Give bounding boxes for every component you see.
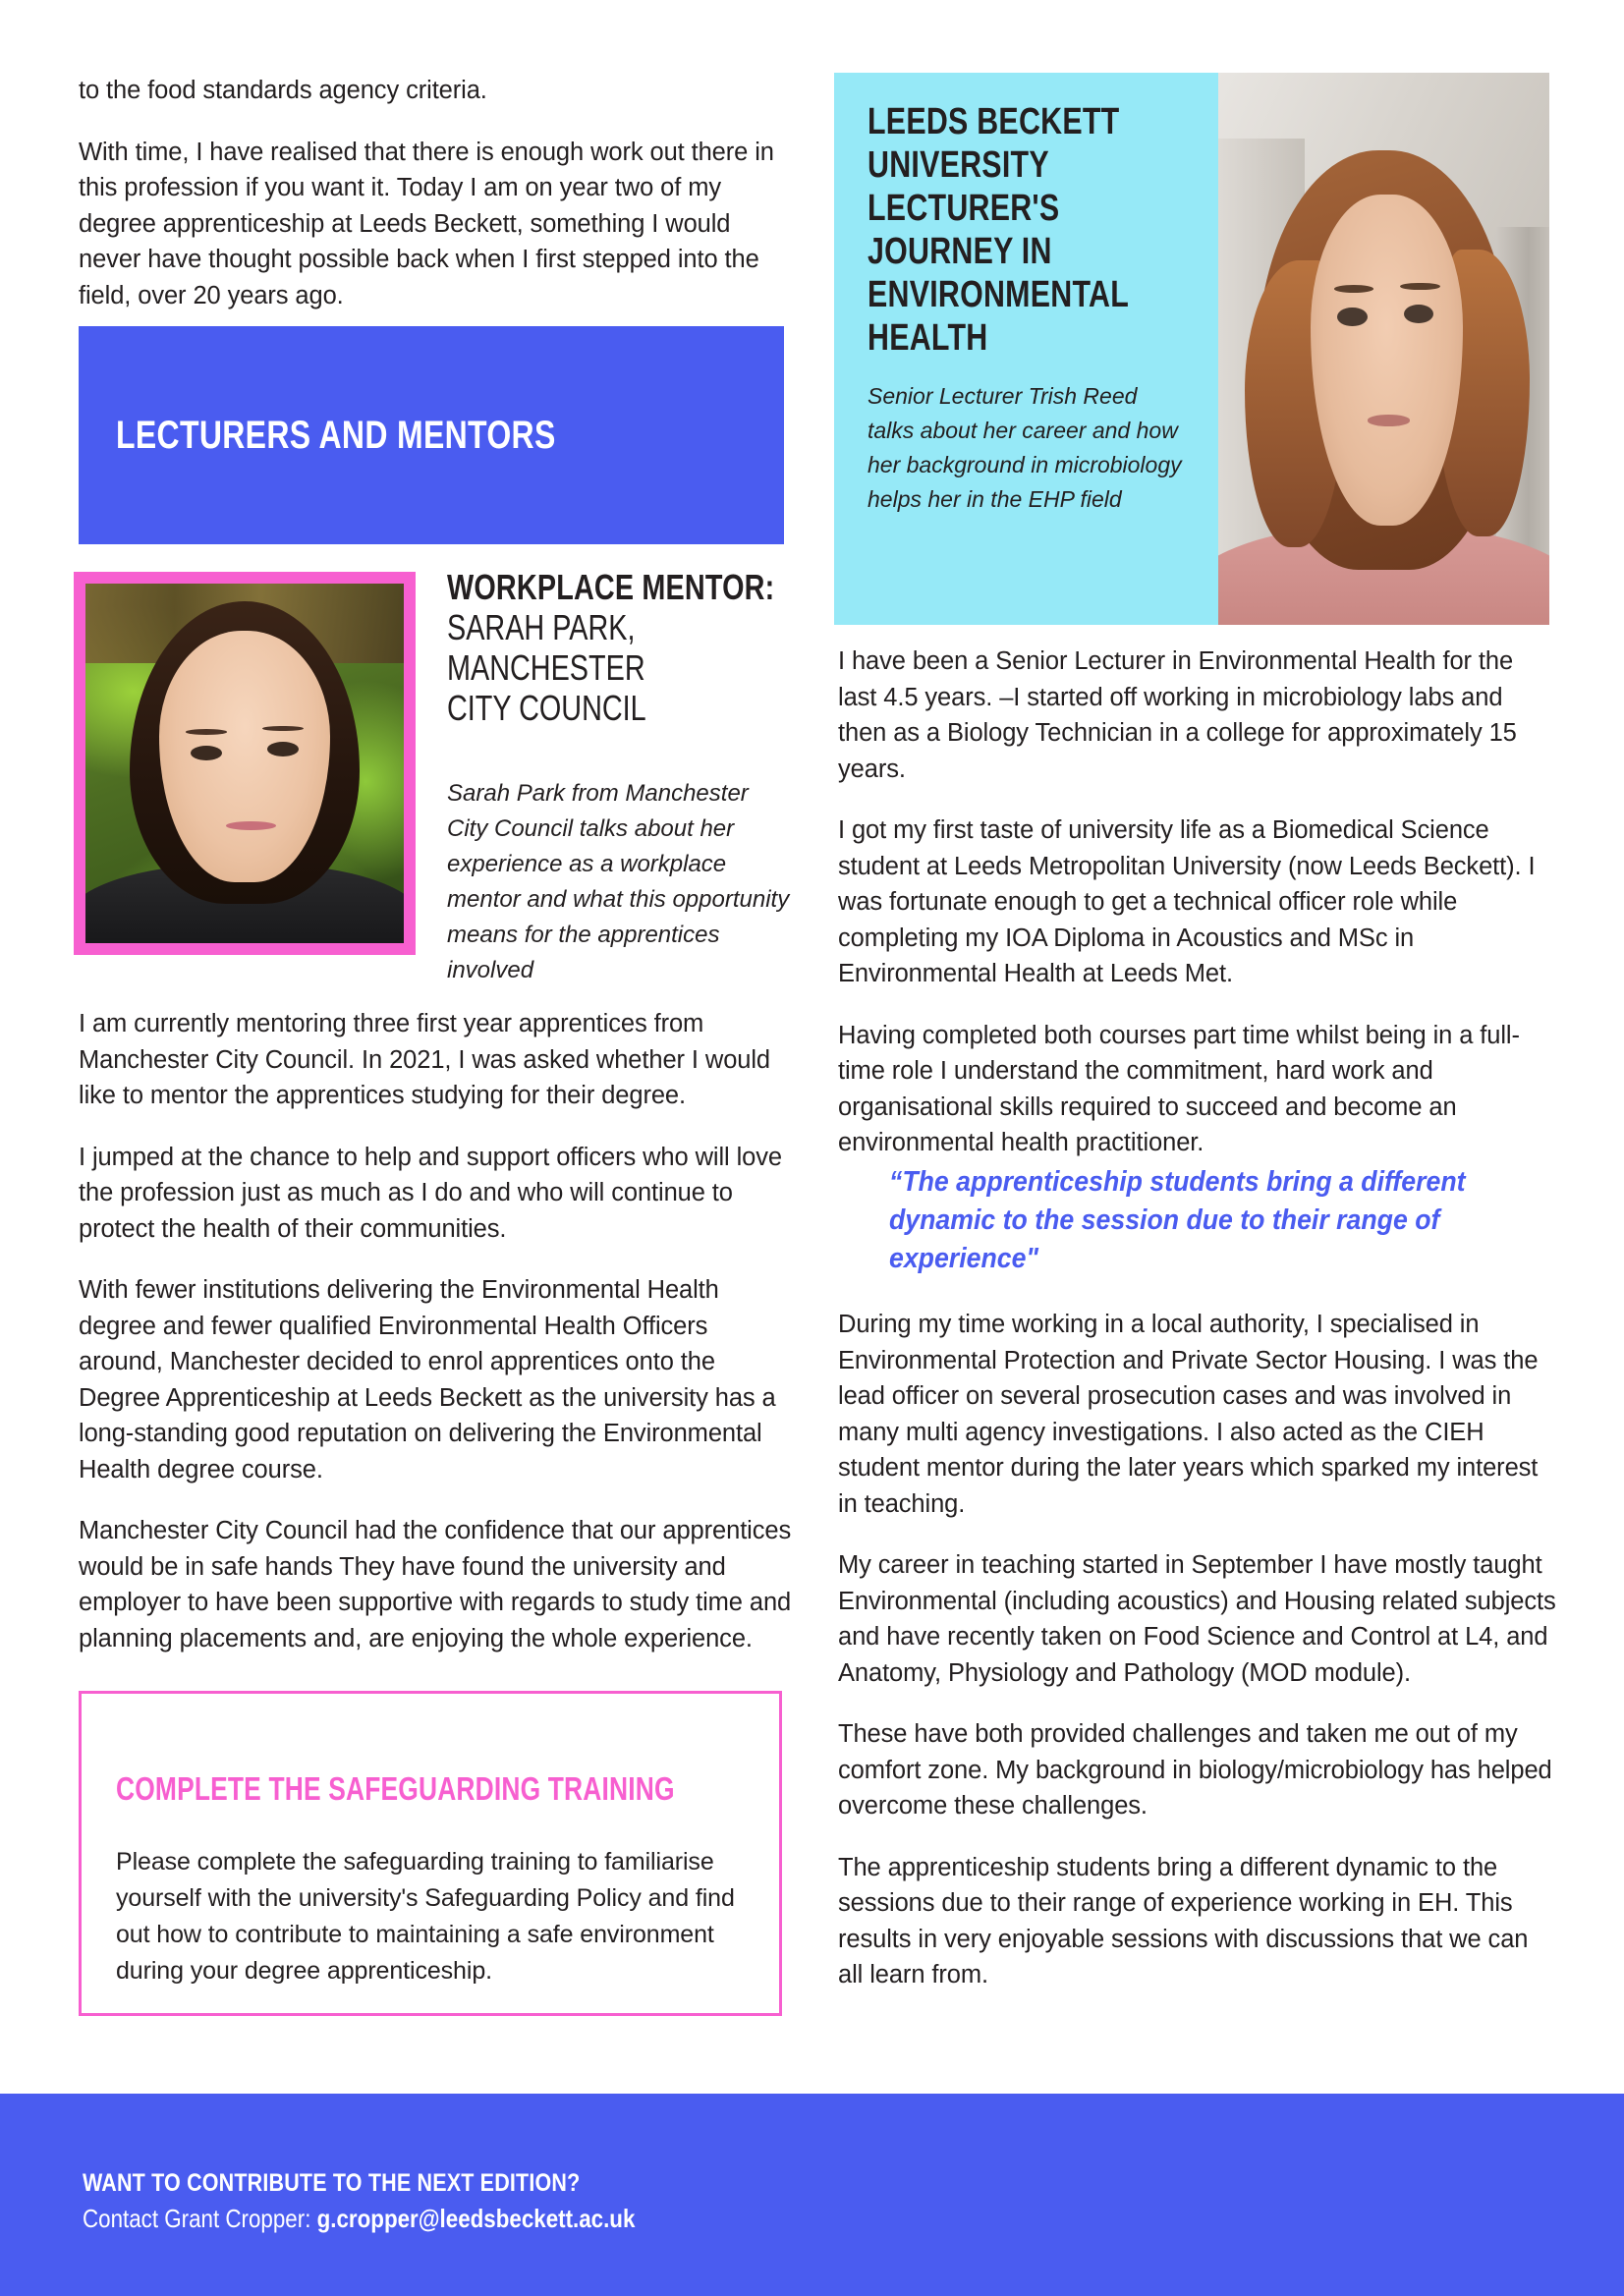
headline-line-3: LECTURER'S — [868, 188, 1060, 229]
left-intro-text — [79, 73, 786, 313]
lecturer-headline-panel — [834, 73, 1221, 625]
body-paragraph: I am currently mentoring three first year apprentices from Manchester City Council. In 2021, I was asked whether I would like to mentor the apprentices studying for their degree. — [79, 1010, 771, 1109]
eye-left — [1337, 308, 1367, 326]
body-paragraph: Manchester City Council had the confidence that our apprentices would be in safe hands They have found the university and employer to have been supportive with regards to study time and planning placements and, are enjoying the whole experience. — [79, 1517, 792, 1652]
intro-paragraph: With time, I have realised that there is enough work out there in this profession if you want it. Today I am on year two of my degree apprenticeship at Leeds Beckett, something I would never have thought possible back when I first stepped into the field, over 20 years ago. — [79, 138, 774, 309]
mentor-caption: Sarah Park from Manchester City Council talks about her experience as a workplace mentor and what this opportunity means for the apprentices involved — [447, 780, 790, 983]
footer-email-link[interactable]: g.cropper@leedsbeckett.ac.uk — [316, 2204, 636, 2233]
lecturer-headline — [868, 100, 1192, 360]
footer-heading: WANT TO CONTRIBUTE TO THE NEXT EDITION? — [83, 2169, 581, 2197]
body-paragraph: Having completed both courses part time whilst being in a full-time role I understand the commitment, hard work and organisational skills required to succeed and become an environmental health practitioner. — [838, 1021, 1520, 1156]
lecturers-and-mentors-banner — [79, 326, 784, 544]
mentor-heading-line-4: CITY COUNCIL — [447, 688, 646, 728]
body-paragraph: I have been a Senior Lecturer in Environmental Health for the last 4.5 years. –I started off working in microbiology labs and then as a Biology Technician in a college for approximately 15 years. — [838, 647, 1517, 783]
footer-bar — [0, 2094, 1624, 2296]
mouth-shape — [226, 821, 277, 831]
mentor-heading-line-2: SARAH PARK, — [447, 607, 636, 647]
body-paragraph: My career in teaching started in September I have mostly taught Environmental (including acoustics) and Housing related subjects and have recently taken on Food Science and Control at L4, and Anatomy, Physiology and Pathology (MOD module). — [838, 1551, 1556, 1687]
headline-line-2: UNIVERSITY — [868, 144, 1049, 186]
intro-paragraph: to the food standards agency criteria. — [79, 77, 487, 104]
workplace-mentor-heading — [447, 568, 791, 728]
lecturer-portrait-photo — [1218, 73, 1549, 625]
headline-line-1: LEEDS BECKETT — [868, 101, 1120, 142]
footer-contact-line — [83, 2204, 635, 2234]
headline-line-6: HEALTH — [868, 317, 988, 359]
eye-left — [191, 746, 222, 760]
right-body-text-bottom — [838, 1307, 1557, 1993]
headline-line-5: ENVIRONMENTAL — [868, 274, 1130, 315]
footer-contact-prefix: Contact Grant Cropper: — [83, 2204, 317, 2233]
safeguarding-training-box — [79, 1691, 782, 2016]
body-paragraph: I got my first taste of university life as a Biomedical Science student at Leeds Metropolitan University (now Leeds Beckett). I was fortunate enough to get a technical officer role while completing my IOA Diploma in Acoustics and MSc in Environmental Health at Leeds Met. — [838, 816, 1536, 987]
mouth-shape — [1368, 415, 1411, 425]
mentor-portrait-photo — [74, 572, 416, 955]
banner-label: LECTURERS AND MENTORS — [116, 413, 556, 457]
safeguarding-body: Please complete the safeguarding training to familiarise yourself with the university's Safeguarding Policy and find out how to contribute to maintaining a safe environment during your degree apprenticeship. — [116, 1848, 735, 1985]
face-shape — [159, 631, 331, 882]
mentor-heading-line-1: WORKPLACE MENTOR: — [447, 567, 775, 607]
body-paragraph: During my time working in a local authority, I specialised in Environmental Protection and Private Sector Housing. I was the lead officer on several prosecution cases and was involved in many multi agency investigations. I also acted as the CIEH student mentor during the later years which sparked my interest in teaching. — [838, 1311, 1539, 1518]
body-paragraph: The apprenticeship students bring a different dynamic to the sessions due to their range of experience working in EH. This results in very enjoyable sessions with discussions that we can all learn from. — [838, 1853, 1529, 1988]
body-paragraph: I jumped at the chance to help and support officers who will love the profession just as much as I do and who will continue to protect the health of their communities. — [79, 1143, 782, 1243]
right-body-text-top — [838, 644, 1557, 1161]
headline-line-4: JOURNEY IN — [868, 231, 1052, 272]
lecturer-caption: Senior Lecturer Trish Reed talks about her career and how her background in microbiology helps her in the EHP field — [868, 383, 1182, 512]
body-paragraph: These have both provided challenges and taken me out of my comfort zone. My background in biology/microbiology has helped overcome these challenges. — [838, 1720, 1552, 1820]
pull-quote: “The apprenticeship students bring a different dynamic to the session due to their range of experience" — [889, 1166, 1466, 1274]
mentor-portrait-image — [85, 584, 404, 943]
safeguarding-title: COMPLETE THE SAFEGUARDING TRAINING — [116, 1770, 675, 1807]
left-body-text — [79, 1006, 792, 1656]
eye-right — [1404, 305, 1433, 323]
body-paragraph: With fewer institutions delivering the Environmental Health degree and fewer qualified Environmental Health Officers around, Manchester decided to enrol apprentices onto the Degree Apprenticeship at Leeds Beckett as the university has a long-standing good reputation on delivering the Environmental Health degree course. — [79, 1276, 776, 1484]
mentor-heading-line-3: MANCHESTER — [447, 647, 645, 688]
